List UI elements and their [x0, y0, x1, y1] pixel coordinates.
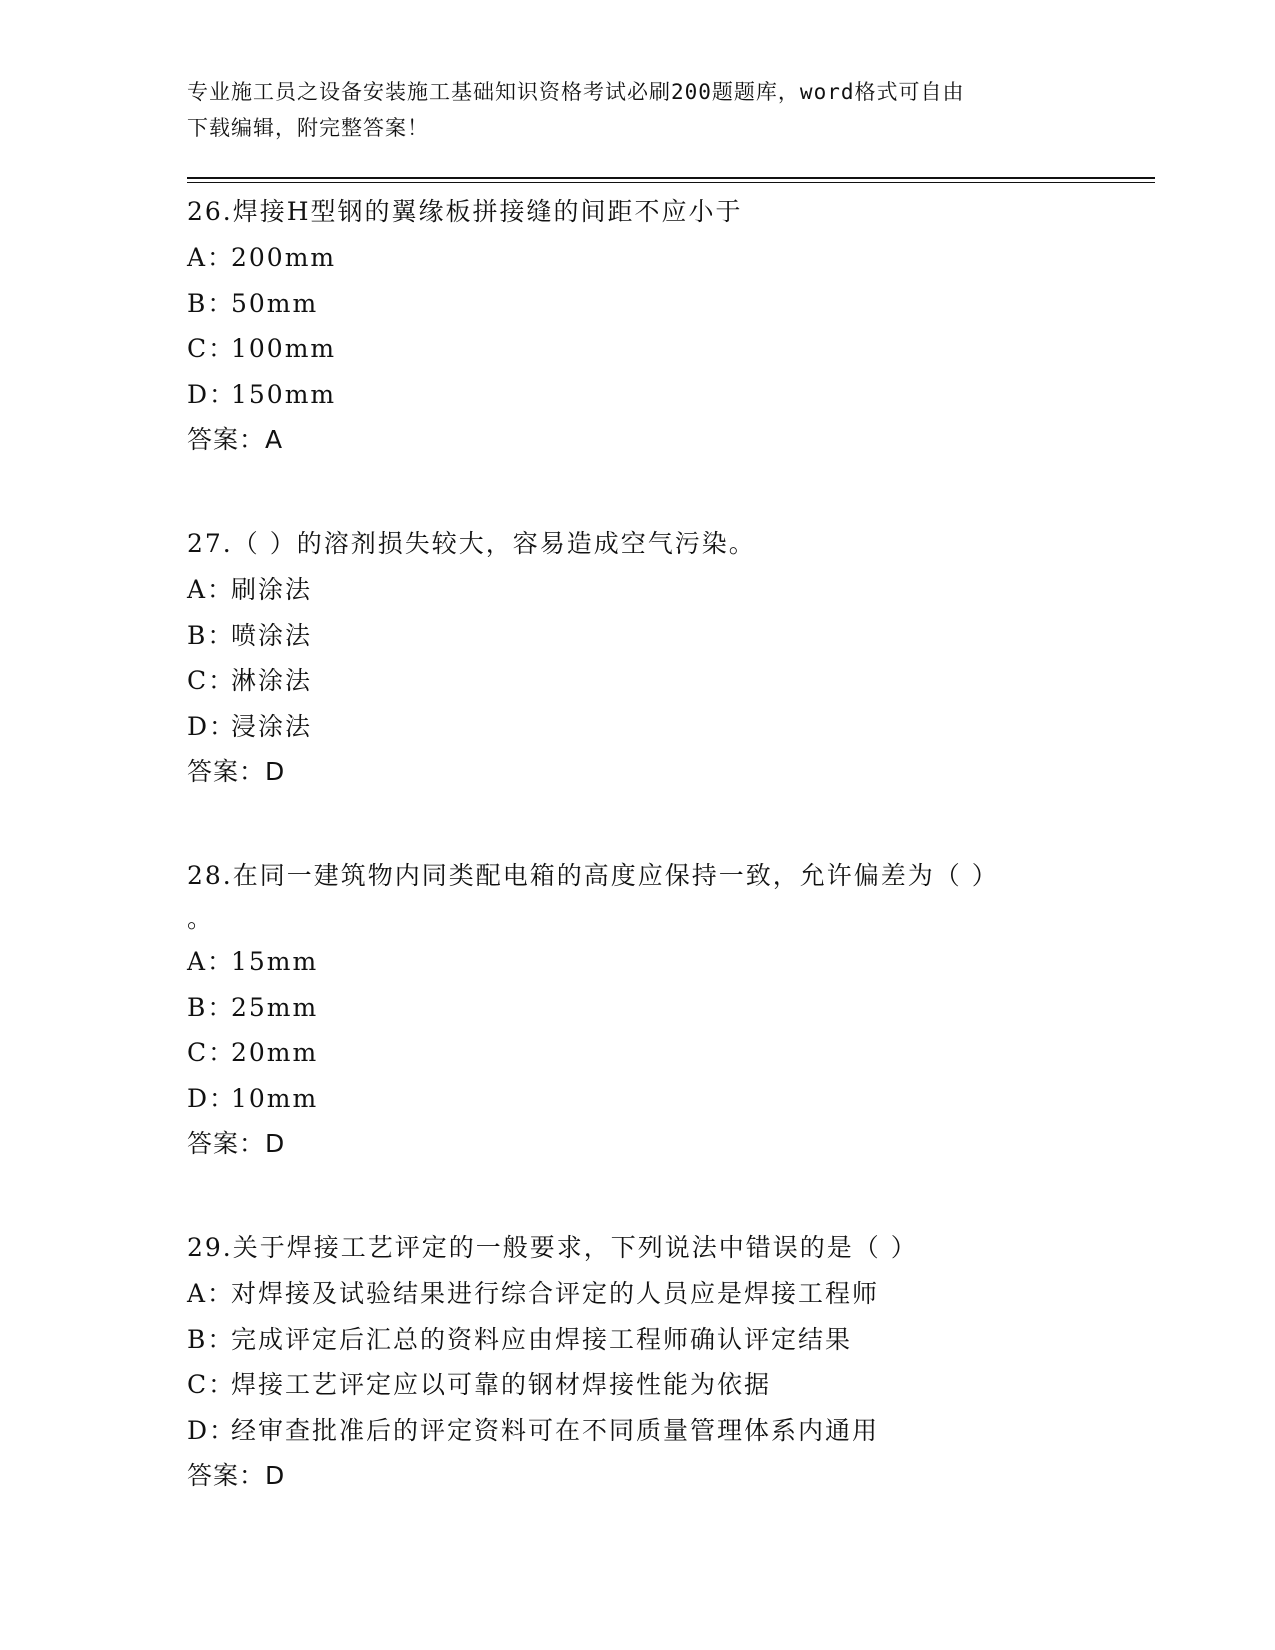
option-key: C：: [187, 334, 236, 363]
option-c: [187, 326, 1147, 372]
header-divider-thin: [187, 182, 1155, 183]
option-text: 25mm: [231, 992, 319, 1022]
option-a: [187, 939, 1147, 985]
question-text: 27.（ ）的溶剂损失较大，容易造成空气污染。: [187, 529, 756, 558]
option-key: B：: [187, 1324, 235, 1354]
question-text: 29.关于焊接工艺评定的一般要求，下列说法中错误的是（ ）: [187, 1233, 918, 1262]
option-key: D：: [187, 1415, 237, 1445]
option-text: 10mm: [231, 1083, 319, 1113]
option-text: 刷涂法: [231, 575, 313, 604]
option-key: C：: [187, 1370, 236, 1399]
option-text: 经审查批准后的评定资料可在不同质量管理体系内通用: [231, 1415, 880, 1445]
option-text: 200mm: [231, 243, 337, 272]
question-26: [187, 189, 1147, 463]
option-d: [187, 1408, 1147, 1454]
question-28: [187, 853, 1147, 1167]
option-text: 150mm: [231, 379, 337, 409]
option-key: A：: [187, 947, 235, 976]
question-29: [187, 1225, 1147, 1499]
option-text: 对焊接及试验结果进行综合评定的人员应是焊接工程师: [231, 1279, 880, 1308]
option-text: 完成评定后汇总的资料应由焊接工程师确认评定结果: [231, 1324, 853, 1354]
header-line-1: 专业施工员之设备安装施工基础知识资格考试必刷200题题库，word格式可自由: [187, 80, 965, 104]
option-text: 喷涂法: [231, 620, 313, 650]
option-a: [187, 567, 1147, 613]
question-text-continuation: 。: [187, 904, 215, 933]
option-d: [187, 1076, 1147, 1122]
option-key: B：: [187, 992, 235, 1022]
option-text: 淋涂法: [231, 666, 313, 695]
option-key: B：: [187, 288, 235, 318]
question-27: [187, 521, 1147, 795]
header-line-2: 下载编辑，附完整答案！: [187, 116, 429, 140]
option-d: [187, 372, 1147, 418]
option-c: [187, 658, 1147, 704]
option-key: D：: [187, 1083, 237, 1113]
option-text: 20mm: [231, 1038, 319, 1067]
option-text: 100mm: [231, 334, 337, 363]
option-b: [187, 613, 1147, 659]
option-text: 浸涂法: [231, 711, 313, 741]
document-header: [187, 74, 1087, 146]
answer-line: 答案：D: [187, 1461, 286, 1490]
option-key: A：: [187, 243, 235, 272]
option-key: A：: [187, 575, 235, 604]
answer-line: 答案：D: [187, 757, 286, 786]
option-key: A：: [187, 1279, 235, 1308]
option-text: 焊接工艺评定应以可靠的钢材焊接性能为依据: [231, 1370, 772, 1399]
option-a: [187, 1271, 1147, 1317]
option-c: [187, 1362, 1147, 1408]
answer-line: 答案：A: [187, 425, 284, 454]
option-key: C：: [187, 666, 236, 695]
option-text: 15mm: [231, 947, 319, 976]
option-a: [187, 235, 1147, 281]
option-b: [187, 281, 1147, 327]
header-divider-thick: [187, 177, 1155, 179]
option-text: 50mm: [231, 288, 319, 318]
option-key: C：: [187, 1038, 236, 1067]
question-text: 28.在同一建筑物内同类配电箱的高度应保持一致，允许偏差为（ ）: [187, 861, 999, 890]
option-c: [187, 1030, 1147, 1076]
option-b: [187, 1317, 1147, 1363]
option-key: B：: [187, 620, 235, 650]
option-d: [187, 704, 1147, 750]
option-key: D：: [187, 379, 237, 409]
answer-line: 答案：D: [187, 1129, 286, 1158]
option-key: D：: [187, 711, 237, 741]
question-text: 26.焊接H型钢的翼缘板拼接缝的间距不应小于: [187, 197, 743, 226]
option-b: [187, 985, 1147, 1031]
question-list: [187, 189, 1147, 1557]
